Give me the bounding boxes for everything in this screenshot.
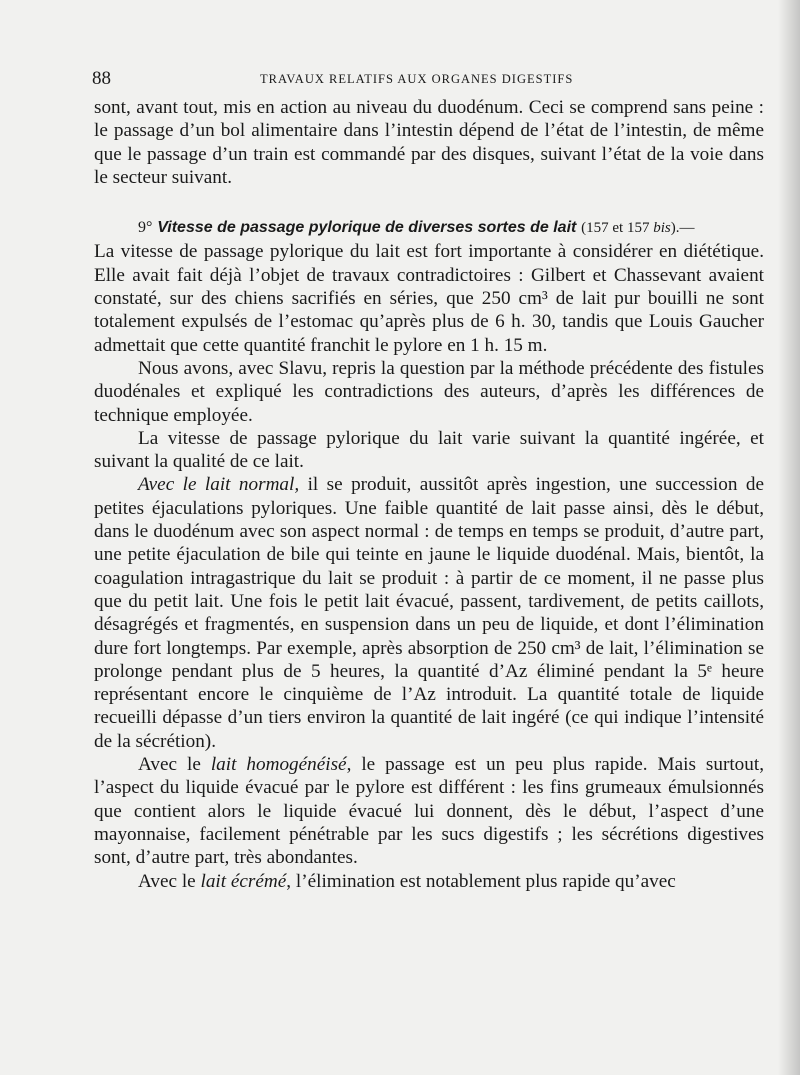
skimmed-emph: lait écrémé — [200, 870, 287, 892]
homogenized-body: , le passage est un peu plus rapide. Mais surtout, l’aspect du liquide évacué par le pylore est différent : les fins grumeaux émulsionnés que contient alors le liquide évacué lui donnent, dès le début, l’aspect d’une mayonnaise, facilement pénétrable par les sucs digestifs ; les sécrétions digestives sont, d’autre part, très abondantes. — [94, 754, 764, 869]
section-refs-bis: bis — [653, 220, 671, 237]
page-header — [92, 68, 762, 92]
paragraph-homogenized-milk — [94, 753, 764, 869]
homogenized-emph: lait homogénéisé — [210, 754, 347, 776]
section-refs-before: (157 et 157 — [581, 220, 654, 237]
skimmed-body: , l’élimination est notablement plus rapide qu’avec — [286, 870, 676, 892]
normal-milk-lead: Avec le lait normal, — [138, 474, 300, 496]
section-title: Vitesse de passage pylorique de diverses sortes de lait — [157, 219, 577, 237]
section-refs — [581, 220, 694, 236]
section-heading-paragraph — [94, 215, 764, 240]
paragraph-quantity-quality: La vitesse de passage pylorique du lait varie suivant la quantité ingérée, et suivant la qualité de ce lait. — [94, 427, 764, 473]
section-refs-after: ).— — [670, 220, 695, 237]
paragraph-continuation: sont, avant tout, mis en action au niveau du duodénum. Ceci se comprend sans peine : le passage d’un bol alimentaire dans l’intestin dépend de l’état de l’intestin, de même que le passage d’un train est commandé par des disques, suivant l’état de la voie dans le secteur suivant. — [94, 97, 764, 188]
body-text — [94, 96, 764, 893]
section-number: 9° — [138, 219, 153, 237]
skimmed-before: Avec le — [138, 870, 201, 892]
paragraph-normal-milk — [94, 473, 764, 753]
paragraph-method: Nous avons, avec Slavu, repris la question par la méthode précédente des fistules duodénales et expliqué les contradictions des auteurs, d’après les différences de technique employée. — [94, 357, 764, 426]
paragraph-skimmed-milk — [94, 870, 764, 893]
normal-milk-body: il se produit, aussitôt après ingestion, une succession de petites éjaculations pyloriques. Une faible quantité de lait passe ainsi, dès le début, dans le duodénum avec son aspect normal : de temps en temps se produit, d’autre part, une petite éjaculation de bile qui teinte en jaune le liquide duodénal. Mais, bientôt, la coagulation intragastrique du lait se produit : à partir de ce moment, il ne passe plus que du petit lait. Une fois le petit lait évacué, passent, tardivement, de petits caillots, désagrégés et fragmentés, en suspension dans un peu de liquide, et dont l’élimination dure fort longtemps. Par exemple, après absorption de 250 cm³ de lait, l’élimination se prolonge pendant plus de 5 heures, la quantité d’Az éliminé pendant la 5ᵉ heure représentant encore le cinquième de l’Az introduit. La quantité totale de liquide recueilli dépasse d’un tiers environ la quantité de lait ingéré (ce qui indique l’intensité de la sécrétion). — [94, 474, 764, 752]
running-title: TRAVAUX RELATIFS AUX ORGANES DIGESTIFS — [260, 72, 574, 86]
paragraph-milk-speed: La vitesse de passage pylorique du lait est fort importante à considérer en diététique. Elle avait fait déjà l’objet de travaux contradictoires : Gilbert et Chassevant avaient constaté, sur des chiens sacrifiés en séries, que 250 cm³ de lait pur bouilli ne sont totalement expulsés de l’estomac qu’après plus de 6 h. 30, tandis que Louis Gaucher admettait que cette quantité franchit le pylore en 1 h. 15 m. — [94, 241, 764, 356]
page-number: 88 — [92, 68, 111, 89]
homogenized-before: Avec le — [138, 754, 211, 776]
page-edge-shadow — [778, 0, 800, 1075]
